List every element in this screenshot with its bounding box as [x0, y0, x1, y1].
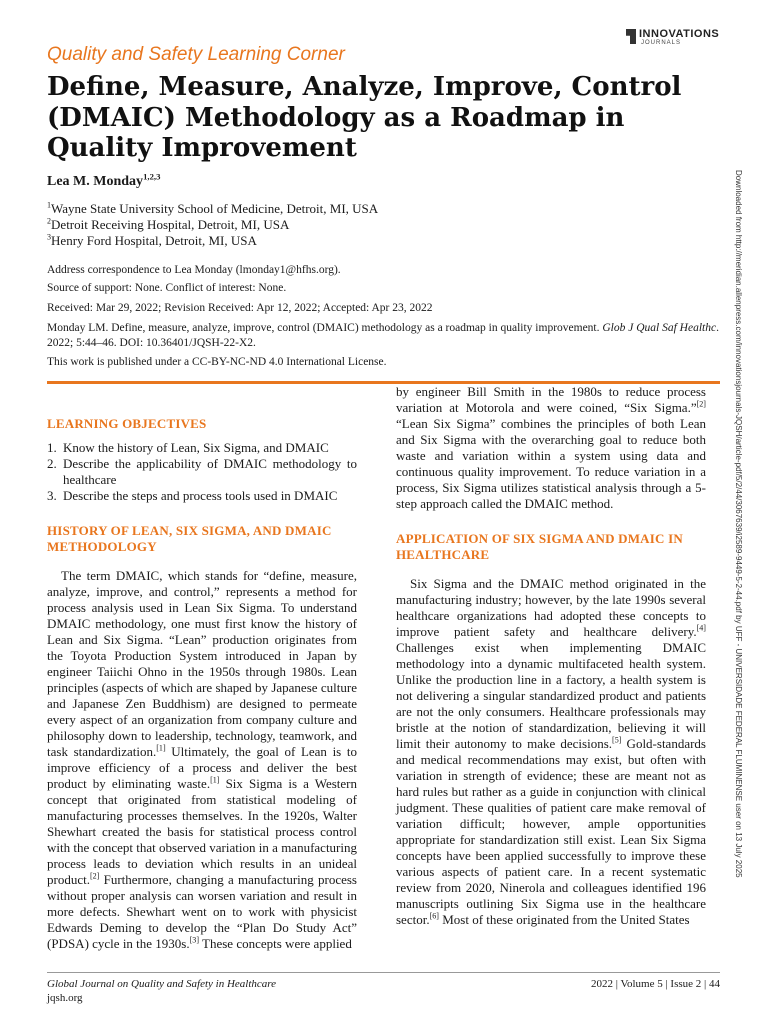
list-item: 2. Describe the applicability of DMAIC methodology to healthcare — [47, 456, 357, 487]
paragraph: The term DMAIC, which stands for “define, measure, analyze, improve, and control,” represents a method for process analysis used in Lean Six Sigma. To understand DMAIC methodology, one must first know the history of Lean and Six Sigma. “Lean” production originates from the Toyota Production System introduced in Japan by engineer Taiichi Ohno in the 1950s through 1980s. Lean principles (aspects of which are shaped by Japanese culture and Japanese Zen Buddhism) are designed to permeate every aspect of an organization from company culture and philosophy down to leadership, technology, teamwork, and task standardization.[1] Ultimately, the goal of Lean is to improve efficiency of a process and deliver the best product by eliminating waste.[1] Six Sigma is a Western concept that originated from statistical modeling of manufacturing processes themselves. In the 1920s, Walter Shewhart created the basis for statistical process control with the concept that observed variation in a manufacturing process leads to deviation which results in an unideal product.[2] Furthermore, changing a manufacturing process without proper analysis can worsen variation and result in more defects. Shewhart went on to work with physicist Edwards Deming to develop the “Plan Do Study Act” (PDSA) cycle in the 1930s.[3] These concepts were applied — [47, 568, 357, 951]
heading-history: HISTORY OF LEAN, SIX SIGMA, AND DMAIC METHODOLOGY — [47, 523, 332, 554]
footer-issue: 2022 | Volume 5 | Issue 2 | 44 — [590, 978, 720, 990]
list-item: 1. Know the history of Lean, Six Sigma, and DMAIC — [47, 440, 329, 455]
paragraph: Six Sigma and the DMAIC method originated in the manufacturing industry; however, by the late 1990s several healthcare organizations had adopted these concepts to improve patient safety and healthcare delivery.[4] Challenges exist when implementing DMAIC methodology into a dynamic multifaceted health system. Unlike the production line in a factory, a health system is not delivering a singular standardized product and patients are not the only consumers. Healthcare professionals may bristle at the notion of standardization, believing it will limit their autonomy to make decisions.[5] Gold-standards and medical recommendations may exist, but often with variation in strength of evidence; these are meant not as hard rules but rather as a guide in conjunction with clinical judgment. These qualities of patient care make removal of variation difficult; however, ample opportunities appropriate for standardization still exist. Lean Six Sigma concepts have been applied successfully to improve these various aspects of patient care. In a recent systematic review from 2020, Ninerola and colleagues identified 196 manuscripts outlining Six Sigma use in the healthcare sector.[6] Most of these originated from the United States — [396, 576, 706, 927]
affiliation: $^1$Wayne State University School of Medicine, Detroit, MI, USA — [47, 200, 379, 216]
logo-icon — [626, 29, 636, 44]
license[interactable]: This work is published under a CC-BY-NC-ND 4.0 International License. — [47, 356, 387, 368]
affiliation: $^3$Henry Ford Hospital, Detroit, MI, USA — [47, 232, 257, 248]
footer-journal — [47, 977, 276, 1005]
right-column — [396, 384, 706, 928]
left-column — [47, 416, 357, 952]
article-title: Define, Measure, Analyze, Improve, Control (DMAIC) Methodology as a Roadmap in Quality Improvement — [47, 72, 682, 163]
correspondence[interactable]: Address correspondence to Lea Monday (lmonday1@hfhs.org). — [47, 264, 341, 276]
publisher-logo[interactable] — [626, 28, 719, 47]
journal-site-link[interactable]: jqsh.org — [47, 992, 83, 1004]
list-item: 3. Describe the steps and process tools used in DMAIC — [47, 488, 338, 503]
logo-subtext: JOURNALS — [641, 40, 682, 46]
journal-name: Global Journal on Quality and Safety in Healthcare — [47, 978, 277, 990]
affiliation: $^2$Detroit Receiving Hospital, Detroit, MI, USA — [47, 216, 290, 232]
author-name: Lea M. Monday$^{1,2,3}$ — [47, 171, 161, 189]
heading-learning-objectives: LEARNING OBJECTIVES — [47, 416, 207, 431]
download-note: Downloaded from http://meridian.allenpress.com/innovationsjournals-JQSH/article-pdf/5/2/44/3067639/i2589-9449-5-2-44.pdf by UFF - UNIVERSIDADE FEDERAL FLUMINENSE user on 13 July 2025 — [734, 170, 743, 878]
support-statement: Source of support: None. Conflict of interest: None. — [47, 282, 287, 294]
dates: Received: Mar 29, 2022; Revision Received: Apr 12, 2022; Accepted: Apr 23, 2022 — [47, 302, 433, 314]
logo-text: INNOVATIONS — [639, 28, 720, 40]
heading-application: APPLICATION OF SIX SIGMA AND DMAIC IN HEALTHCARE — [396, 531, 683, 562]
citation: Monday LM. Define, measure, analyze, improve, control (DMAIC) methodology as a roadmap in quality improvement. Glob J Qual Saf Healthc. 2022; 5:44–46. DOI: 10.36401/JQSH-22-X2. — [47, 322, 719, 349]
section-label: Quality and Safety Learning Corner — [47, 44, 345, 65]
paragraph: by engineer Bill Smith in the 1980s to reduce process variation at Motorola and were coined, “Six Sigma.”[2] “Lean Six Sigma” combines the principles of both Lean and Six Sigma with the overarching goal to reduce both waste and variation within a system using data and continuous quality improvement. To reduce variation in a process, Six Sigma utilizes statistical analysis through a 5-step approach called the DMAIC method. — [396, 384, 706, 511]
objectives-list — [47, 440, 357, 504]
footer-divider — [47, 972, 720, 973]
